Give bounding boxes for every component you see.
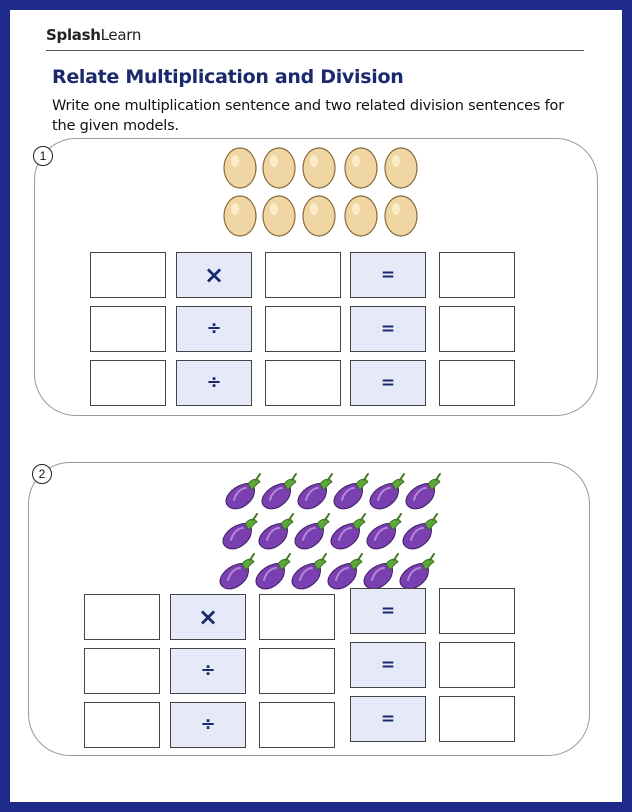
answer-box[interactable]	[439, 252, 515, 298]
equals-sign: =	[350, 360, 426, 406]
answer-box[interactable]	[259, 648, 335, 694]
eggplant-icon	[223, 514, 257, 549]
egg-icon	[385, 196, 417, 236]
egg-icon	[345, 148, 377, 188]
answer-box[interactable]	[259, 702, 335, 748]
worksheet-page	[10, 10, 622, 802]
eggplant-icon	[334, 474, 368, 509]
answer-box[interactable]	[439, 642, 515, 688]
egg-icon	[263, 148, 295, 188]
page-title: Relate Multiplication and Division	[52, 66, 404, 88]
eggplant-icon	[226, 474, 260, 509]
equals-sign: =	[350, 696, 426, 742]
divide-sign: ÷	[176, 360, 252, 406]
eggplant-icon	[367, 514, 401, 549]
eggplant-icon	[370, 474, 404, 509]
egg-icon	[303, 196, 335, 236]
eggplant-icon	[259, 514, 293, 549]
egg-icon	[303, 148, 335, 188]
answer-box[interactable]	[90, 306, 166, 352]
answer-box[interactable]	[90, 360, 166, 406]
answer-box[interactable]	[84, 594, 160, 640]
egg-icon	[263, 196, 295, 236]
header-rule	[46, 50, 584, 51]
eggplant-model	[10, 462, 622, 592]
answer-box[interactable]	[439, 360, 515, 406]
answer-box[interactable]	[90, 252, 166, 298]
eggplant-icon	[256, 554, 290, 589]
answer-box[interactable]	[259, 594, 335, 640]
answer-box[interactable]	[84, 702, 160, 748]
eggplant-icon	[406, 474, 440, 509]
eggplant-icon	[403, 514, 437, 549]
eggplant-icon	[331, 514, 365, 549]
divide-sign: ÷	[170, 702, 246, 748]
egg-icon	[224, 148, 256, 188]
egg-model	[10, 140, 622, 240]
equals-sign: =	[350, 588, 426, 634]
eggplant-icon	[328, 554, 362, 589]
divide-sign: ÷	[170, 648, 246, 694]
egg-icon	[345, 196, 377, 236]
eggplant-icon	[298, 474, 332, 509]
instructions: Write one multiplication sentence and two related division sentences for the given models.	[52, 98, 564, 134]
answer-box[interactable]	[439, 588, 515, 634]
answer-box[interactable]	[265, 252, 341, 298]
divide-sign: ÷	[176, 306, 252, 352]
egg-icon	[385, 148, 417, 188]
egg-icon	[224, 196, 256, 236]
times-sign: ×	[170, 594, 246, 640]
times-sign: ×	[176, 252, 252, 298]
answer-box[interactable]	[265, 360, 341, 406]
problem-number: 1	[33, 146, 53, 166]
eggplant-icon	[262, 474, 296, 509]
eggplant-icon	[295, 514, 329, 549]
brand-logo: SplashLearn	[46, 26, 142, 44]
equals-sign: =	[350, 306, 426, 352]
problem-number: 2	[32, 464, 52, 484]
answer-box[interactable]	[84, 648, 160, 694]
eggplant-icon	[400, 554, 434, 589]
eggplant-icon	[292, 554, 326, 589]
eggplant-icon	[364, 554, 398, 589]
equals-sign: =	[350, 642, 426, 688]
answer-box[interactable]	[439, 696, 515, 742]
equals-sign: =	[350, 252, 426, 298]
eggplant-icon	[220, 554, 254, 589]
answer-box[interactable]	[265, 306, 341, 352]
answer-box[interactable]	[439, 306, 515, 352]
